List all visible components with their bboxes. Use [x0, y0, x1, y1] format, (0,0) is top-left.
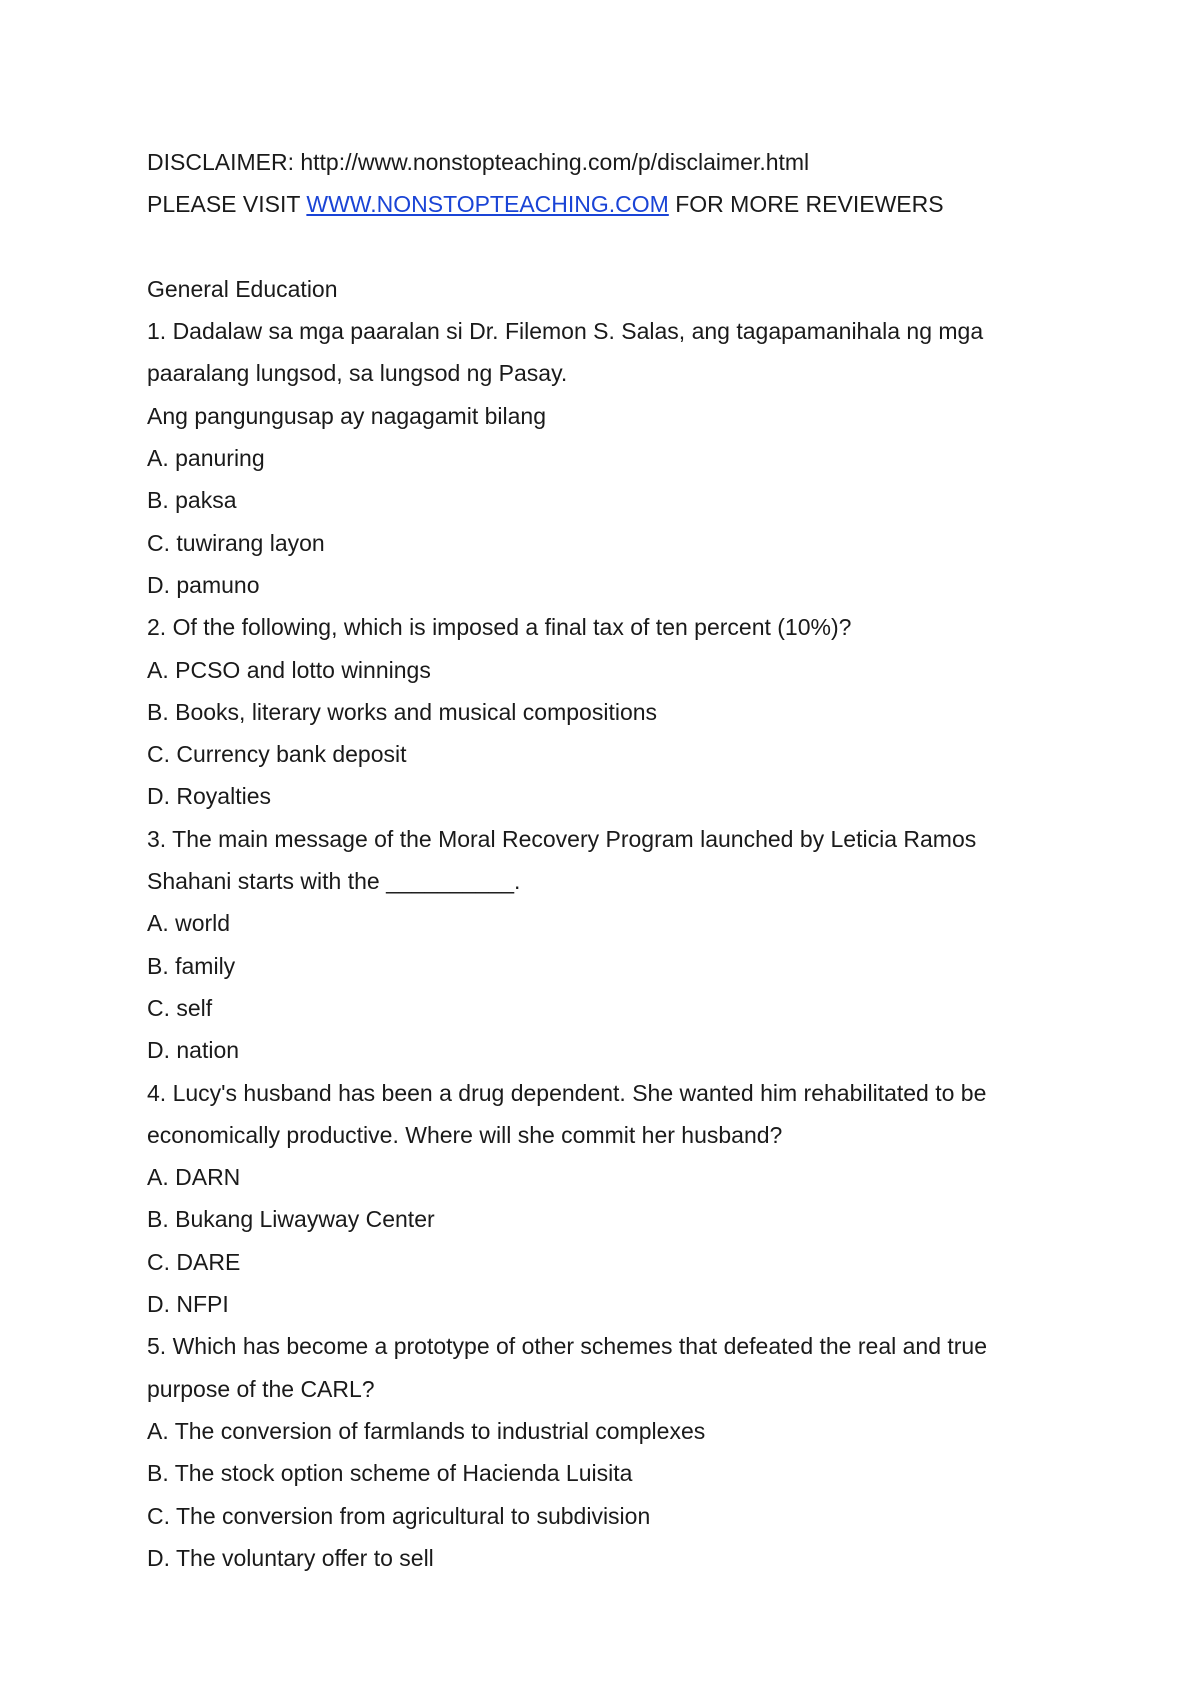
answer-option: D. pamuno — [147, 571, 260, 598]
answer-option: B. The stock option scheme of Hacienda Luisita — [147, 1460, 633, 1487]
disclaimer-line: DISCLAIMER: http://www.nonstopteaching.com/p/disclaimer.html — [147, 149, 810, 175]
section-title: General Education — [147, 275, 338, 302]
answer-option: A. PCSO and lotto winnings — [147, 656, 431, 683]
answer-option: C. Currency bank deposit — [147, 741, 407, 768]
answer-option: C. DARE — [147, 1248, 241, 1275]
answer-option: D. The voluntary offer to sell — [147, 1544, 434, 1571]
question-4 — [147, 1072, 1067, 1326]
question-text: paaralang lungsod, sa lungsod ng Pasay. — [147, 360, 568, 387]
visit-prefix: PLEASE VISIT — [147, 191, 307, 218]
question-5 — [147, 1325, 1067, 1579]
question-text: 1. Dadalaw sa mga paaralan si Dr. Filemon S. Salas, ang tagapamanihala ng mga — [147, 318, 984, 345]
question-1 — [147, 310, 1067, 606]
website-link[interactable]: WWW.NONSTOPTEACHING.COM — [306, 191, 669, 218]
answer-option: D. Royalties — [147, 783, 271, 810]
answer-option: D. nation — [147, 1037, 240, 1064]
answer-option: B. Bukang Liwayway Center — [147, 1206, 435, 1233]
question-text: 3. The main message of the Moral Recovery Program launched by Leticia Ramos — [147, 825, 977, 852]
question-text: economically productive. Where will she commit her husband? — [147, 1121, 783, 1148]
answer-option: B. family — [147, 952, 236, 979]
answer-option: A. DARN — [147, 1164, 241, 1191]
answer-option: A. panuring — [147, 445, 265, 472]
visit-line — [147, 183, 1067, 225]
question-text: Shahani starts with the __________. — [147, 868, 521, 895]
question-text: 2. Of the following, which is imposed a final tax of ten percent (10%)? — [147, 614, 852, 641]
answer-option: B. paksa — [147, 487, 237, 514]
question-2 — [147, 606, 1067, 817]
question-text: 4. Lucy's husband has been a drug dependent. She wanted him rehabilitated to be — [147, 1079, 987, 1106]
answer-option: C. The conversion from agricultural to subdivision — [147, 1502, 651, 1529]
question-text: purpose of the CARL? — [147, 1375, 375, 1402]
answer-option: D. NFPI — [147, 1291, 229, 1318]
question-text: Ang pangungusap ay nagagamit bilang — [147, 402, 546, 429]
visit-suffix: FOR MORE REVIEWERS — [668, 191, 944, 218]
answer-option: A. world — [147, 910, 231, 937]
answer-option: C. tuwirang layon — [147, 529, 325, 556]
question-text: 5. Which has become a prototype of other schemes that defeated the real and true — [147, 1333, 988, 1360]
answer-option: C. self — [147, 994, 213, 1021]
spacer — [147, 226, 1067, 268]
question-3 — [147, 818, 1067, 1072]
document-page — [147, 141, 1067, 1579]
answer-option: A. The conversion of farmlands to industrial complexes — [147, 1417, 706, 1444]
answer-option: B. Books, literary works and musical compositions — [147, 698, 658, 725]
